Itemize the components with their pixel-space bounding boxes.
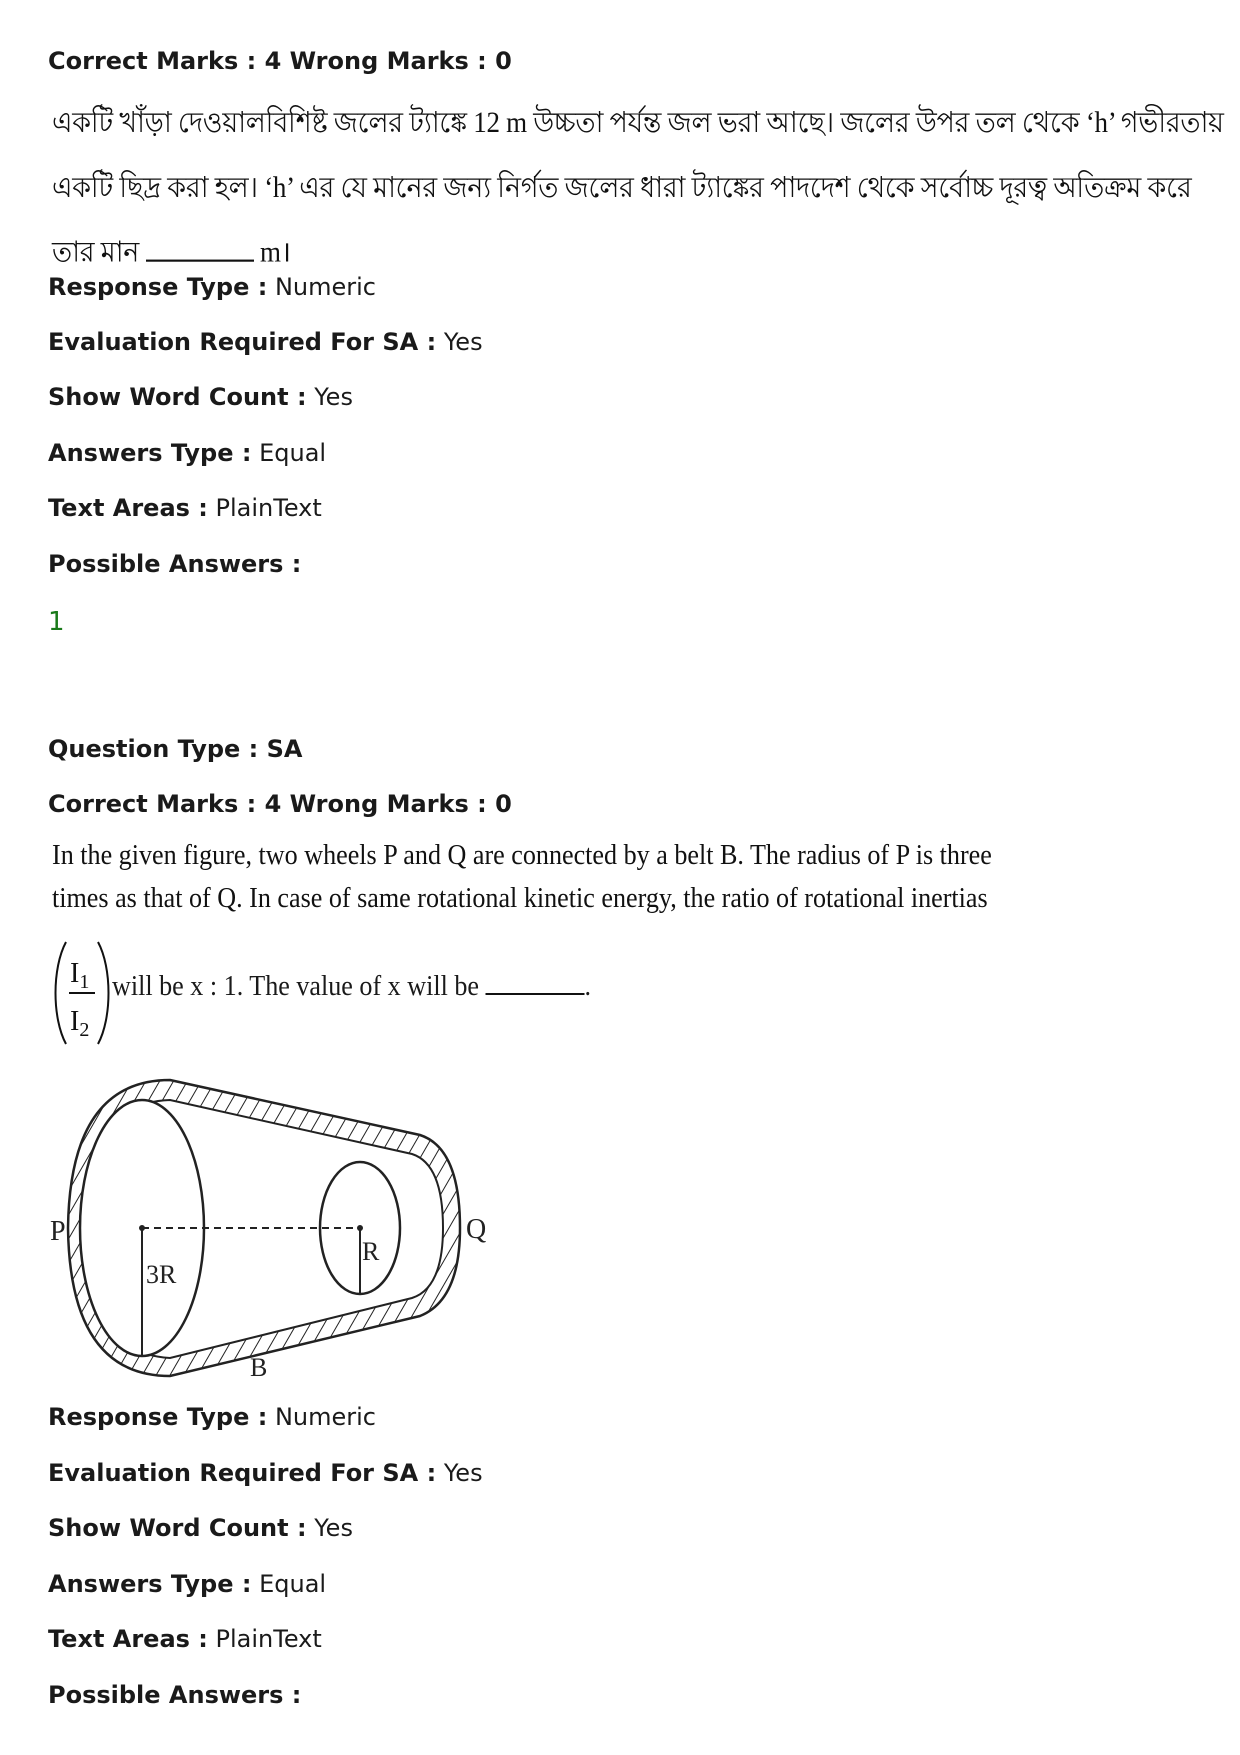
- q1-evaluation-required: Evaluation Required For SA : Yes: [48, 328, 483, 356]
- q2-ratio-text: will be x : 1. The value of x will be .: [112, 970, 592, 1002]
- label-r: R: [362, 1237, 380, 1266]
- q2-question-line-1: In the given figure, two wheels P and Q are connected by a belt B. The radius of P is three: [52, 839, 992, 871]
- label-p: P: [50, 1216, 66, 1247]
- fraction-numerator: $I_1$: [70, 958, 90, 993]
- q2-text-areas: Text Areas : PlainText: [48, 1625, 322, 1653]
- fraction-left-paren: [56, 942, 67, 1044]
- q1-answers-type: Answers Type : Equal: [48, 439, 327, 467]
- q1-answer-blank: [146, 236, 254, 262]
- q2-evaluation-required: Evaluation Required For SA : Yes: [48, 1459, 483, 1487]
- q1-question-text: [52, 90, 1224, 284]
- q2-answers-type: Answers Type : Equal: [48, 1570, 327, 1598]
- q1-response-type: Response Type : Numeric: [48, 273, 376, 301]
- fraction-right-paren: [98, 942, 109, 1044]
- q2-possible-answers-label: Possible Answers :: [48, 1681, 302, 1709]
- label-3r: 3R: [146, 1260, 177, 1289]
- q1-question-line-3: তার মান m।: [52, 235, 291, 269]
- q2-marks: Correct Marks : 4 Wrong Marks : 0: [48, 790, 512, 818]
- q2-response-type: Response Type : Numeric: [48, 1403, 376, 1431]
- label-b: B: [250, 1353, 268, 1380]
- q1-show-word-count: Show Word Count : Yes: [48, 383, 353, 411]
- q2-question-line-2: times as that of Q. In case of same rotational kinetic energy, the ratio of rotational inertias: [52, 882, 988, 914]
- q2-answer-blank: [486, 971, 585, 995]
- q1-question-line-1: একটি খাঁড়া দেওয়ালবিশিষ্ট জলের ট্যাঙ্কে 12 m উচ্চতা পর্যন্ত জল ভরা আছে। জলের উপর তল থেকে ‘h’ গভীরতায়: [52, 106, 1224, 139]
- belt-wheels-figure: [50, 1078, 490, 1380]
- q2-question-text: [52, 834, 992, 920]
- q1-text-areas: Text Areas : PlainText: [48, 494, 322, 522]
- q1-possible-answer: 1: [48, 607, 65, 637]
- q2-ratio-expression: [52, 938, 612, 1048]
- label-q: Q: [466, 1214, 487, 1245]
- q2-question-type: Question Type : SA: [48, 735, 303, 763]
- q1-marks: Correct Marks : 4 Wrong Marks : 0: [48, 47, 512, 75]
- q1-question-line-2: একটি ছিদ্র করা হল। ‘h’ এর যে মানের জন্য নির্গত জলের ধারা ট্যাঙ্কের পাদদেশ থেকে সর্বোচ্চ দূরত্ব অতিক্রম করে: [52, 171, 1192, 204]
- q1-possible-answers-label: Possible Answers :: [48, 550, 302, 578]
- q2-show-word-count: Show Word Count : Yes: [48, 1514, 353, 1542]
- fraction-denominator: $I_2$: [70, 1006, 90, 1041]
